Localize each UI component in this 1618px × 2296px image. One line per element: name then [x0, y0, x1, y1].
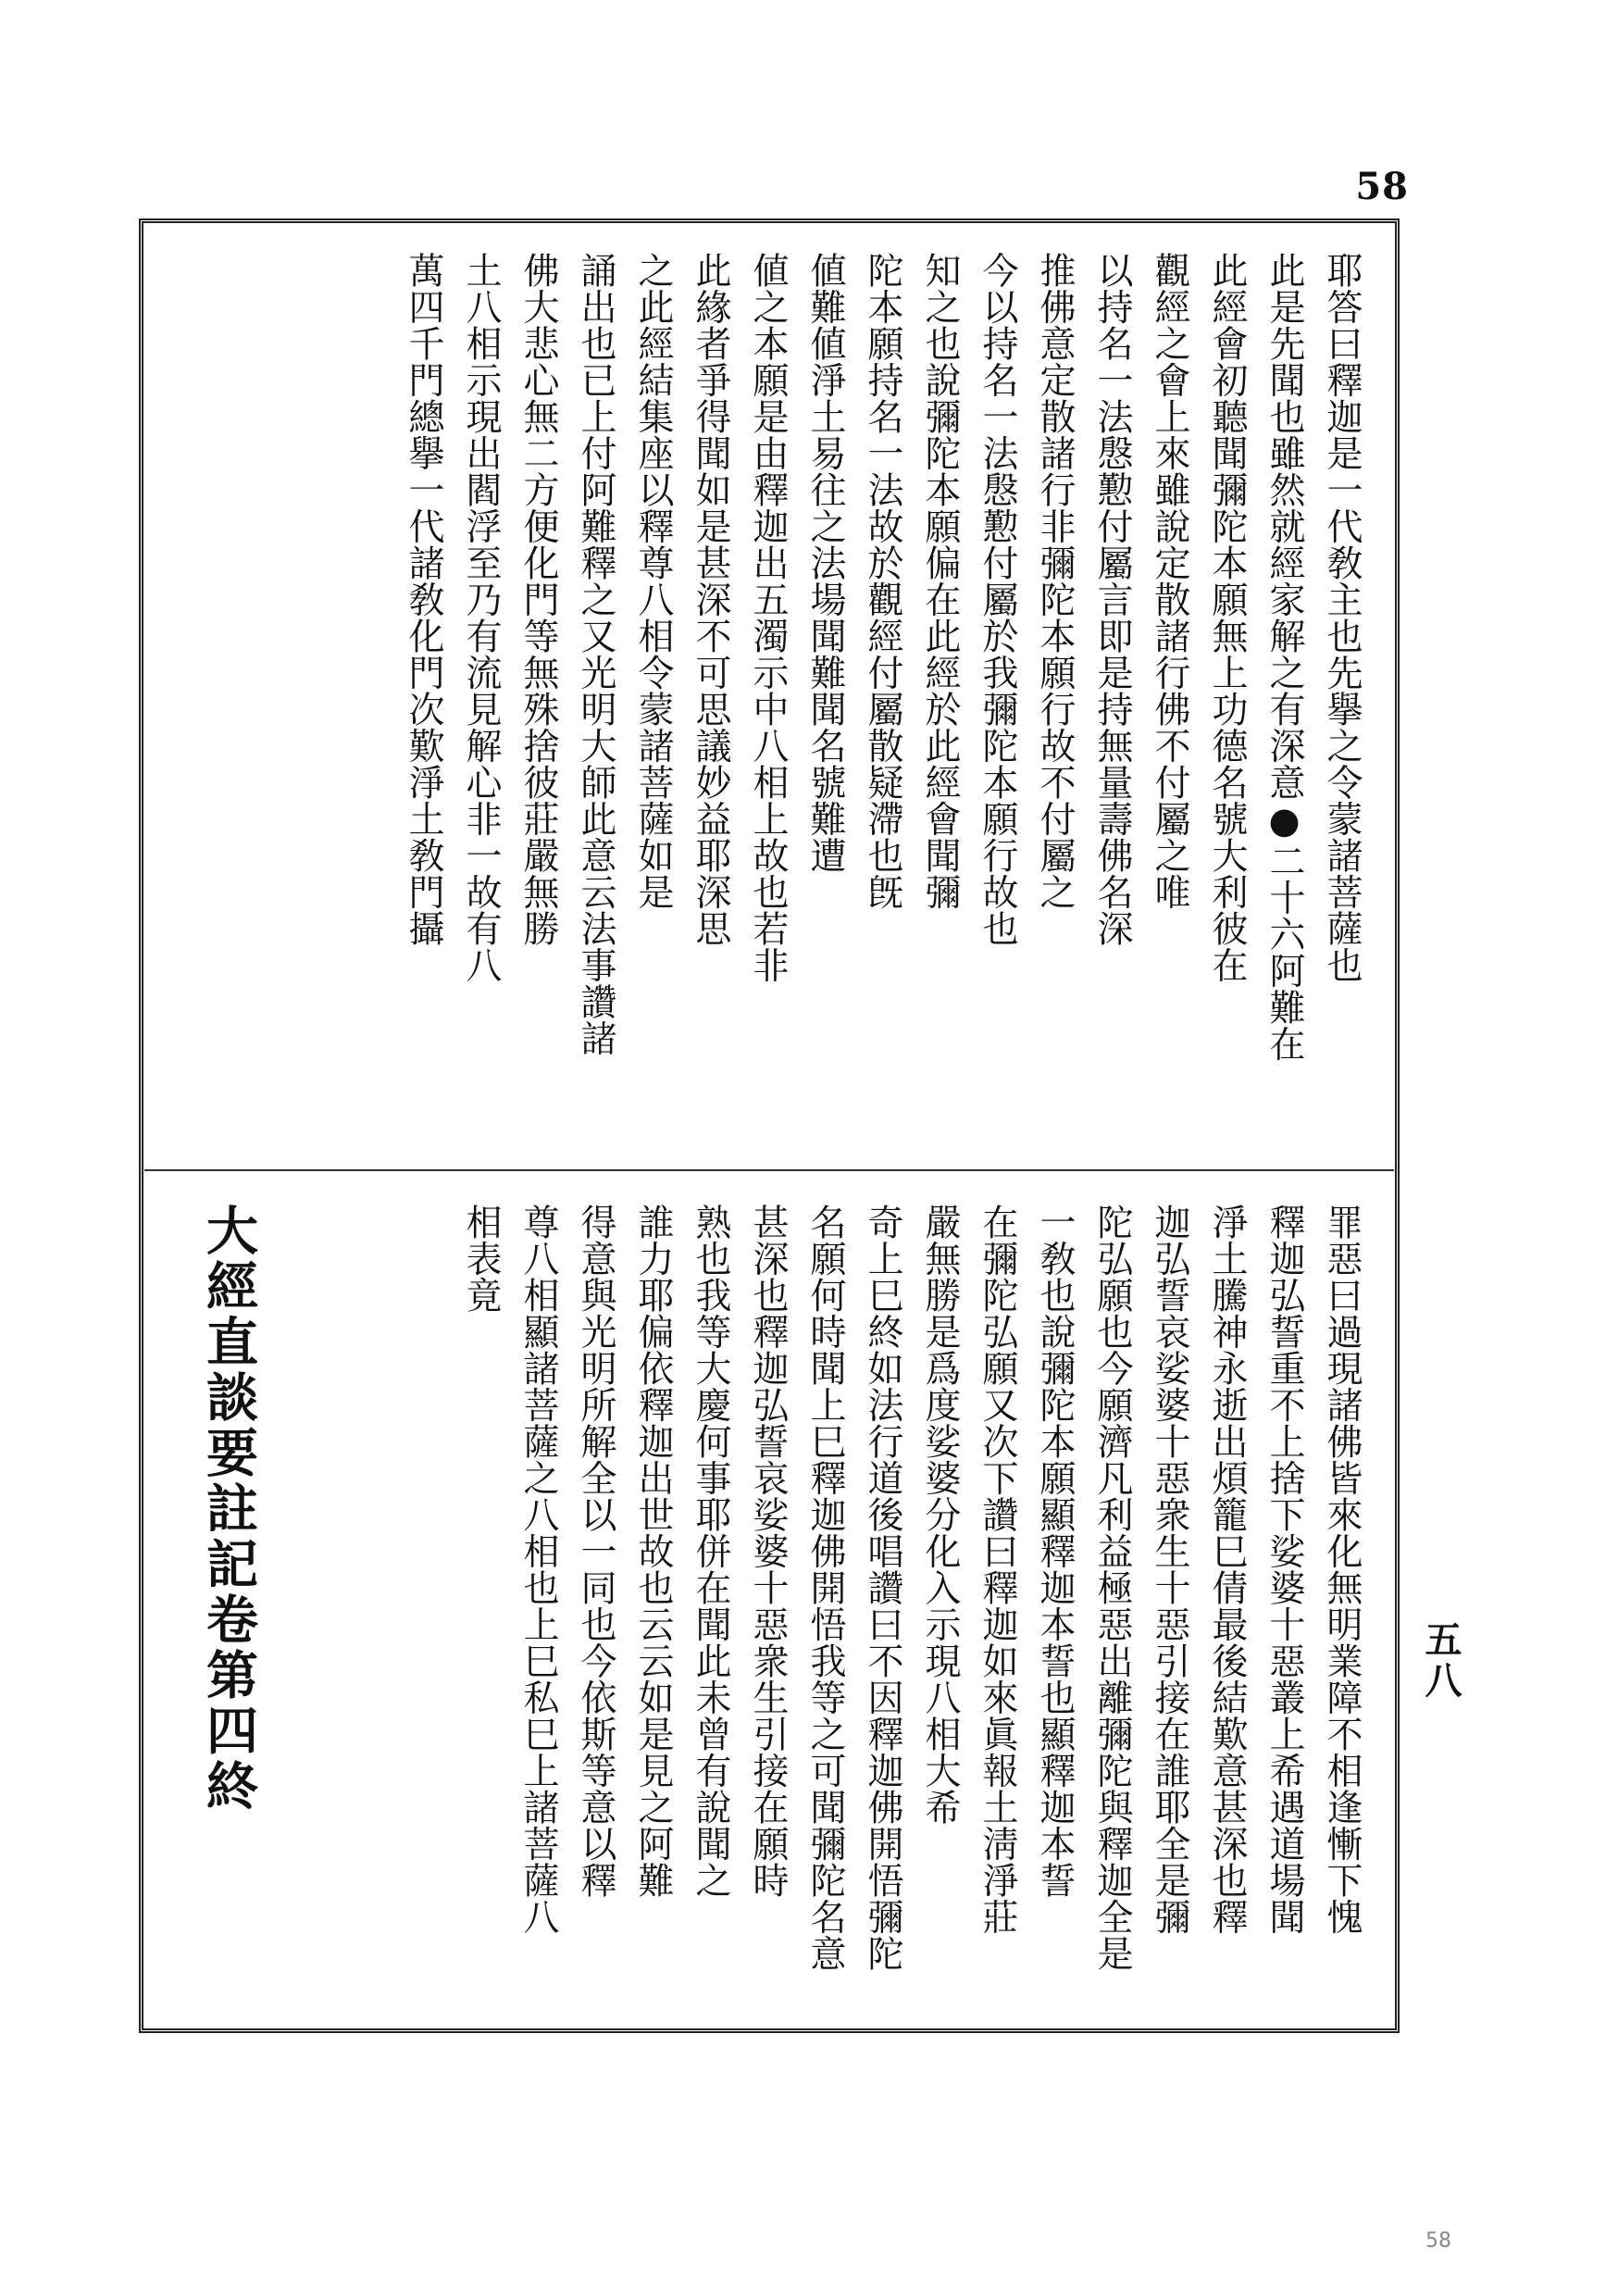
upper-column: 萬四千門總擧一代諸敎化門次歎淨土敎門攝 — [403, 252, 444, 947]
upper-column: 誦出也已上付阿難釋之又光明大師此意云法事讚諸 — [575, 252, 616, 1056]
upper-column: 耶答曰釋迦是一代敎主也先擧之令蒙諸菩薩也 — [1321, 252, 1363, 983]
closing-title: 大經直談要註記卷第四終 — [198, 1204, 259, 1815]
bottom-page-mark: 58 — [1425, 2229, 1451, 2252]
lower-column: 名願何時聞上巳釋迦佛開悟我等之可聞彌陀名意 — [804, 1204, 846, 1972]
upper-column: 此緣者爭得聞如是甚深不可思議妙益耶深思 — [690, 252, 731, 947]
lower-column: 得意與光明所解全以一同也今依斯等意以釋 — [575, 1204, 616, 1899]
lower-column: 淨土騰神永逝出煩籠巳倩最後結歎意甚深也釋 — [1206, 1204, 1248, 1935]
upper-column: 今以持名一法慇懃付屬於我彌陀本願行故也 — [977, 252, 1018, 947]
lower-column: 尊八相顯諸菩薩之八相也上巳私巳上諸菩薩八 — [517, 1204, 559, 1935]
upper-column: 陀本願持名一法故於觀經付屬散疑滯也旣 — [862, 252, 903, 910]
upper-column: 値之本願是由釋迦出五濁示中八相上故也若非 — [747, 252, 789, 983]
upper-column: 此是先聞也雖然就經家解之有深意●二十六阿難在 — [1263, 252, 1305, 1062]
upper-column: 知之也說彌陀本願偏在此經於此經會聞彌 — [919, 252, 961, 910]
upper-column: 値難値淨土易往之法場聞難聞名號難遭 — [804, 252, 846, 874]
lower-column: 誰力耶偏依釋迦出世故也云云如是見之阿難 — [632, 1204, 674, 1899]
upper-column: 之此經結集座以釋尊八相令蒙諸菩薩如是 — [632, 252, 674, 910]
lower-column: 甚深也釋迦弘誓哀娑婆十惡衆生引接在願時 — [747, 1204, 789, 1899]
lower-column: 一敎也說彌陀本願顯釋迦本誓也顯釋迦本誓 — [1034, 1204, 1076, 1899]
lower-column: 陀弘願也今願濟凡利益極惡出離彌陀與釋迦全是 — [1091, 1204, 1133, 1972]
lower-text-block — [278, 1204, 1370, 2007]
lower-column: 釋迦弘誓重不上捨下娑婆十惡叢上希遇道場聞 — [1263, 1204, 1305, 1935]
lower-column: 相表竟 — [460, 1204, 502, 1314]
lower-column: 迦弘誓哀娑婆十惡衆生十惡引接在誰耶全是彌 — [1149, 1204, 1190, 1935]
lower-column: 嚴無勝是爲度娑婆分化入示現八相大希 — [919, 1204, 961, 1826]
lower-column: 罪惡曰過現諸佛皆來化無明業障不相逢慚下愧 — [1321, 1204, 1363, 1935]
upper-column: 佛大悲心無二方便化門等無殊捨彼莊嚴無勝 — [517, 252, 559, 947]
upper-column: 推佛意定散諸行非彌陀本願行故不付屬之 — [1034, 252, 1076, 910]
lower-column: 奇上巳終如法行道後唱讚曰不因釋迦佛開悟彌陀 — [862, 1204, 903, 1972]
lower-column: 在彌陀弘願又次下讚曰釋迦如來眞報土淸淨莊 — [977, 1204, 1018, 1935]
upper-column: 觀經之會上來雖說定散諸行佛不付屬之唯 — [1149, 252, 1190, 910]
margin-page-number: 五八 — [1419, 1620, 1462, 1702]
upper-column: 此經會初聽聞彌陀本願無上功德名號大利彼在 — [1206, 252, 1248, 983]
lower-column: 熟也我等大慶何事耶併在聞此未曾有說聞之 — [690, 1204, 731, 1899]
upper-column: 土八相示現出閻浮至乃有流見解心非一故有八 — [460, 252, 502, 983]
page-number: 58 — [1355, 165, 1409, 208]
upper-column: 以持名一法慇懃付屬言即是持無量壽佛名深 — [1091, 252, 1133, 947]
upper-text-block — [194, 252, 1370, 1152]
section-divider — [144, 1169, 1394, 1171]
